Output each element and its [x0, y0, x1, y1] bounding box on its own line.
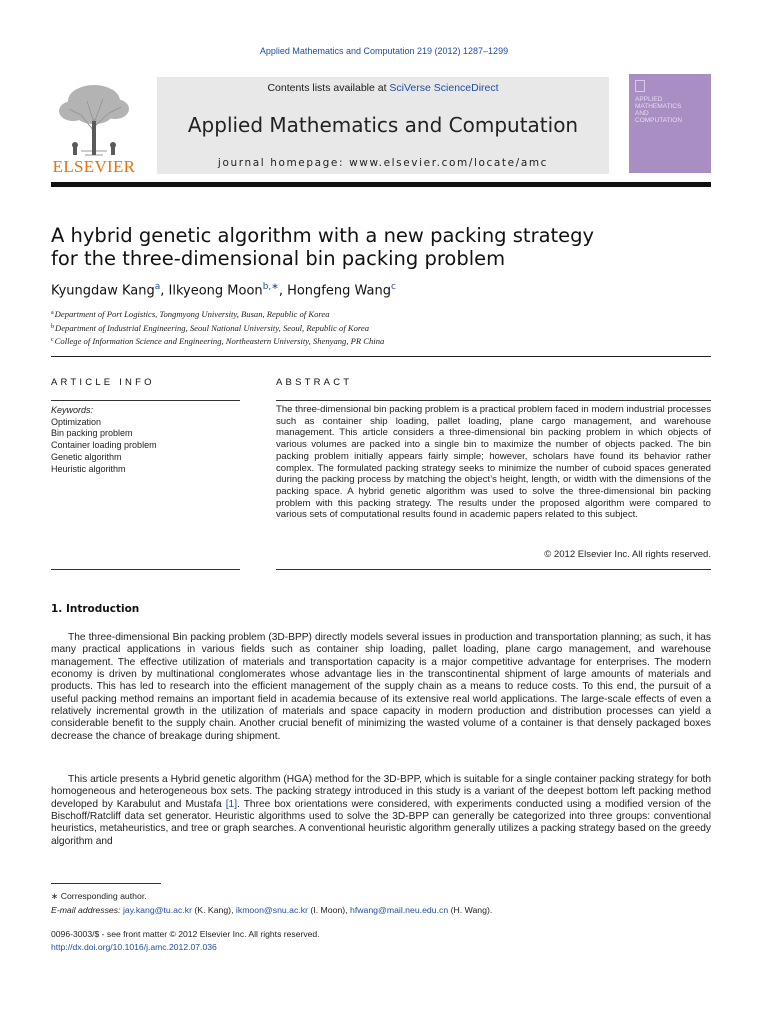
header-divider	[51, 182, 711, 187]
cover-line: MATHEMATICS	[635, 103, 682, 110]
email-label: E-mail addresses:	[51, 904, 123, 915]
abstract-copyright: © 2012 Elsevier Inc. All rights reserved.	[544, 549, 711, 560]
journal-name: Applied Mathematics and Computation	[187, 113, 579, 137]
homepage-link[interactable]: www.elsevier.com/locate/amc	[349, 157, 549, 169]
cover-line: APPLIED	[635, 96, 663, 103]
abstract-bottom-rule	[276, 569, 711, 570]
author-affil-marker[interactable]: c	[390, 282, 396, 292]
title-line: A hybrid genetic algorithm with a new packing strategy	[51, 224, 595, 247]
email-owner: (K. Kang),	[191, 904, 236, 915]
author-name: Hongfeng Wang	[287, 283, 391, 299]
affiliation-text: Department of Industrial Engineering, Seoul National University, Seoul, Republic of Korea	[55, 322, 370, 333]
footnote-rule	[51, 883, 161, 884]
article-info-top-rule	[51, 400, 240, 401]
affiliation-marker: c	[51, 337, 54, 343]
body-paragraph: The three-dimensional Bin packing problem (3D-BPP) directly models several issues in production and transportation planning; as such, it has many practical applications in various fields such as container ship loading, pallet loading, plane cargo management, and warehouse management. The effective utilization of materials and transportation capacity is a major competitive advantage for enterprises. The modern economy is driven by multinational conglomerates whose advantage lies in the transcontinental shipment of large amounts of materials and products. This has led to research into the efficient management of the supply chain as a means to reduce costs. To this end, the pursuit of a useful packing method remains an important field in academia because of its extensive real world applications. The large-scale effects of even a relatively incremental growth in the utilization of materials and space capacity in modern production and distribution processes can yield a considerable benefit to the supply chain. Another crucial benefit of minimizing the wasted volume of a container is that densely packaged boxes decrease the chance of breakage during shipment.	[51, 632, 711, 742]
contents-prefix: Contents lists available at	[267, 82, 390, 94]
email-link[interactable]: hfwang@mail.neu.edu.cn	[350, 904, 449, 915]
author-affil-marker[interactable]: a	[154, 282, 161, 292]
elsevier-logo	[51, 79, 137, 175]
keyword: Heuristic algorithm	[51, 463, 126, 474]
section-heading: 1. Introduction	[51, 603, 140, 615]
doi-link[interactable]: http://dx.doi.org/10.1016/j.amc.2012.07.036	[51, 941, 217, 952]
abstract-heading: ABSTRACT	[276, 377, 353, 388]
affiliation-text: Department of Port Logistics, Tongmyong University, Busan, Republic of Korea	[54, 309, 330, 319]
elsevier-tree-icon	[51, 79, 137, 157]
author-separator: ,	[160, 283, 169, 299]
email-link[interactable]: jay.kang@tu.ac.kr	[122, 904, 192, 915]
cover-line: AND	[635, 110, 649, 117]
affiliation-marker: b	[51, 323, 54, 330]
journal-cover-thumbnail	[629, 74, 711, 173]
article-info-heading: ARTICLE INFO	[51, 377, 155, 388]
article-title	[51, 224, 671, 270]
paragraph-text: This article presents a Hybrid genetic algorithm (HGA) method for the 3D-BPP, which is suitable for a single container packing strategy for both homogeneous and heterogeneous box sets. The packing strategy introduced in this study is a variant of the deepest bottom left packing method developed by Karabulut and Mustafa	[51, 774, 711, 810]
issn-line: 0096-3003/$ - see front matter © 2012 Elsevier Inc. All rights reserved.	[51, 929, 320, 939]
journal-citation[interactable]: Applied Mathematics and Computation 219 (2012) 1287–1299	[259, 46, 509, 56]
journal-banner	[157, 77, 609, 174]
email-owner: (H. Wang).	[448, 904, 493, 915]
author-name: Kyungdaw Kang	[51, 283, 155, 299]
author-name: Ilkyeong Moon	[168, 283, 263, 299]
body-paragraph	[51, 774, 711, 848]
author-affil-marker[interactable]: b,∗	[262, 282, 279, 292]
keyword: Genetic algorithm	[51, 451, 122, 462]
author-separator: ,	[278, 283, 288, 299]
publication-meta	[51, 928, 320, 953]
affiliation-marker: a	[51, 310, 54, 316]
affiliation	[51, 334, 384, 348]
keywords-label: Keywords:	[51, 405, 94, 415]
affiliation-text: College of Information Science and Engineering, Northeastern University, Shenyang, PR China	[54, 336, 385, 346]
abstract-top-rule	[276, 400, 711, 401]
homepage-prefix: journal homepage:	[217, 157, 350, 169]
keywords-block	[51, 405, 157, 475]
title-line: for the three-dimensional bin packing problem	[51, 247, 506, 270]
journal-homepage	[157, 157, 609, 169]
keyword: Bin packing problem	[51, 428, 133, 439]
keyword: Container loading problem	[51, 440, 157, 451]
affiliation	[51, 321, 384, 335]
publisher-wordmark: ELSEVIER	[52, 157, 136, 176]
corresponding-author-note: ∗ Corresponding author.	[51, 891, 147, 901]
email-note	[51, 904, 492, 918]
author-list	[51, 282, 396, 298]
email-link[interactable]: ikmoon@snu.ac.kr	[235, 904, 308, 915]
sciencedirect-link[interactable]: SciVerse ScienceDirect	[389, 82, 499, 94]
affiliation-list	[51, 307, 384, 348]
cover-emblem-icon	[635, 80, 645, 92]
article-info-bottom-rule	[51, 569, 240, 570]
cover-title	[635, 96, 707, 124]
contents-line	[157, 82, 609, 94]
paragraph-text: . Three box orientations were considered, with experiments conducted using a modified version of the Bischoff/Ratcliff data set generator. Heuristic algorithms used to solve the 3D-BPP can generally be categorized into three groups: conventional heuristics, metaheuristics, and tree or graph searches. A conventional heuristic algorithm generally utilizes a packing strategy based on the greedy algorithm and	[51, 798, 711, 847]
footnotes	[51, 890, 492, 917]
email-owner: (I. Moon),	[308, 904, 350, 915]
keyword: Optimization	[51, 416, 102, 427]
cover-line: COMPUTATION	[635, 117, 683, 124]
citation-link[interactable]: [1]	[225, 798, 238, 810]
affiliation	[51, 307, 384, 321]
title-divider	[51, 356, 711, 357]
abstract-text: The three-dimensional bin packing problem is a practical problem faced in modern industrial processes such as container ship loading, pallet loading, plane cargo management, and warehouse management. This article considers a three-dimensional bin packing problem in which objects of various volumes are packed into a single bin to maximize the number of objects packed. The bin packing problem initially appears fairly simple; however, scholars have found its behavior rather complex. The formulated packing strategy seeks to minimize the number of cuboid spaces generated during the packing process by matching the object’s height, length, or width with the dimensions of the packing space. A hybrid genetic algorithm was used to solve the three-dimensional bin packing problem with this packing strategy. The results under the proposed algorithm were compared to various sets of computational results found in academic papers related to this subject.	[276, 404, 711, 521]
